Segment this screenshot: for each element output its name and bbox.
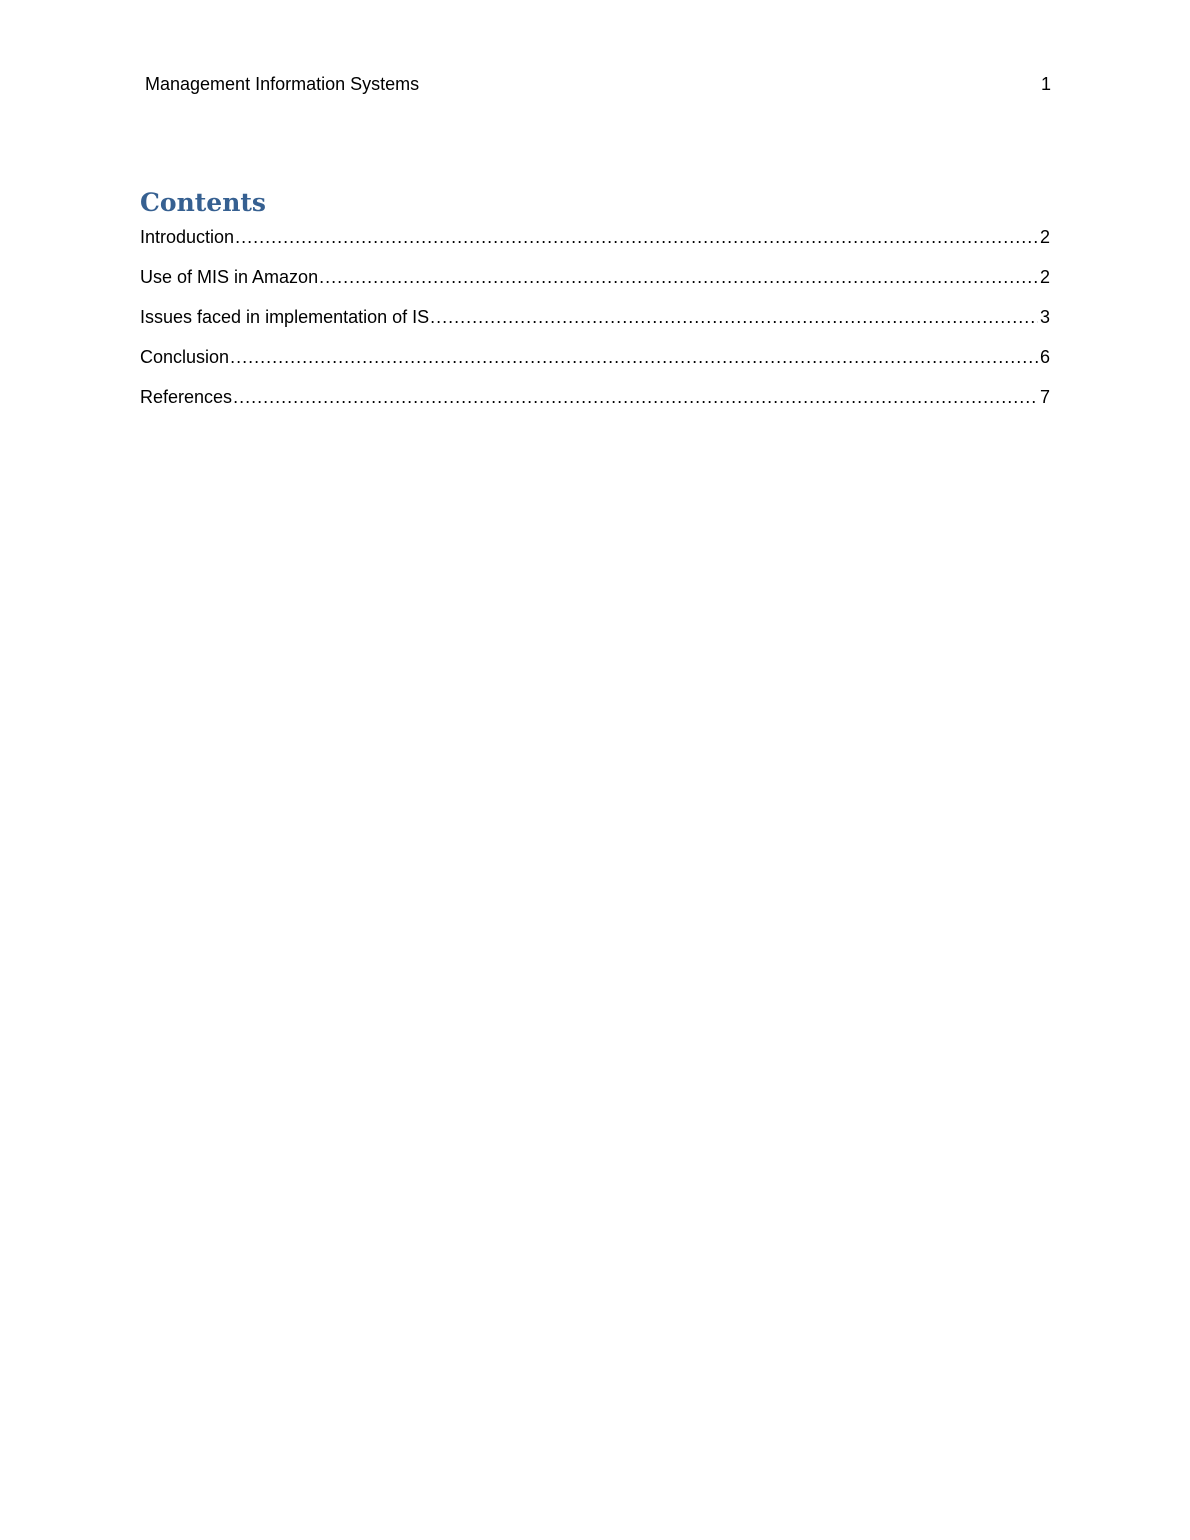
toc-entry-label: Introduction <box>140 227 235 247</box>
toc-entry-conclusion[interactable] <box>140 346 1050 386</box>
toc-dot-leader <box>230 346 1038 368</box>
header-page-number: 1 <box>1040 74 1051 94</box>
toc-entry-page: 2 <box>1039 267 1050 287</box>
toc-entry-introduction[interactable] <box>140 226 1050 266</box>
toc-entry-references[interactable] <box>140 386 1050 426</box>
toc-entry-page: 3 <box>1039 307 1050 327</box>
toc-dot-leader <box>319 266 1038 288</box>
toc-entry-label: Conclusion <box>140 347 230 367</box>
toc-entry-page: 6 <box>1039 347 1050 367</box>
toc-entry-label: Use of MIS in Amazon <box>140 267 319 287</box>
toc-entry-page: 7 <box>1039 387 1050 407</box>
toc-dot-leader <box>235 226 1038 248</box>
toc-heading: Contents <box>140 188 267 217</box>
toc-entry-issues[interactable] <box>140 306 1050 346</box>
table-of-contents <box>140 226 1050 426</box>
toc-entry-label: Issues faced in implementation of IS <box>140 307 430 327</box>
toc-dot-leader <box>233 386 1038 408</box>
toc-entry-page: 2 <box>1039 227 1050 247</box>
page-header <box>145 72 1051 96</box>
toc-entry-use-of-mis[interactable] <box>140 266 1050 306</box>
toc-dot-leader <box>430 306 1038 328</box>
toc-entry-label: References <box>140 387 233 407</box>
header-title: Management Information Systems <box>145 74 420 94</box>
